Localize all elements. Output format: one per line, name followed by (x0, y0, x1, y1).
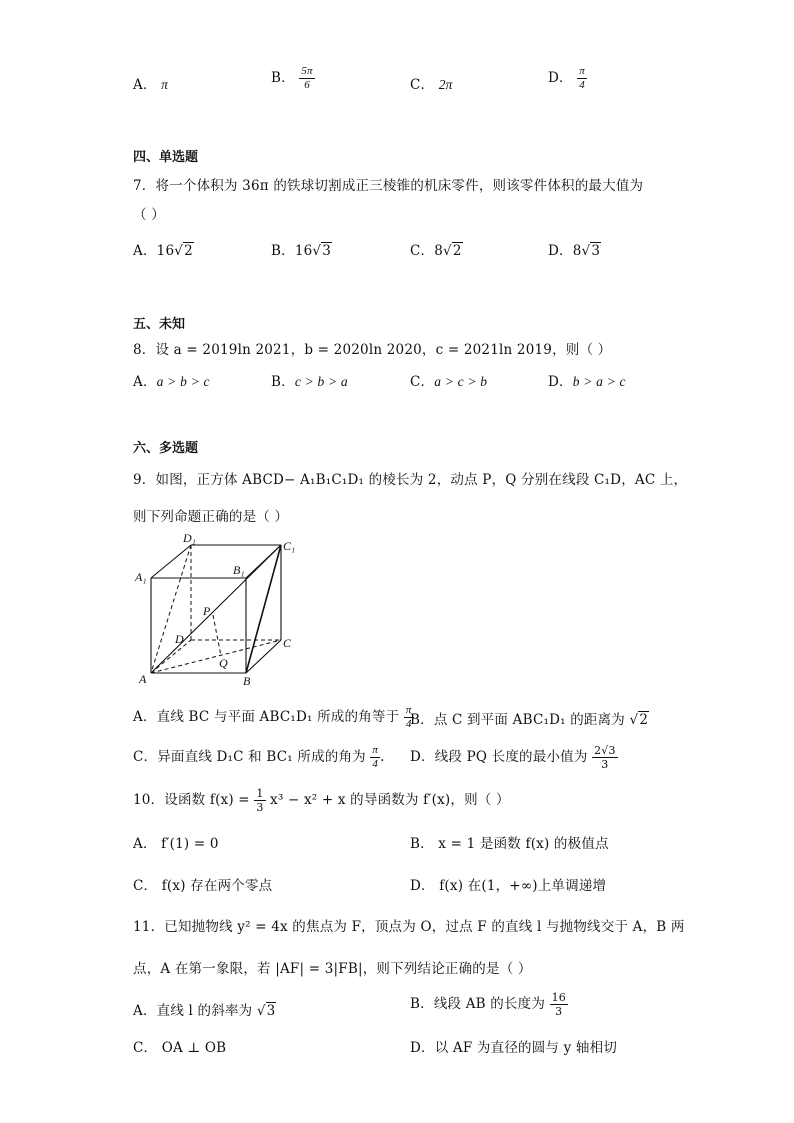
q6-b-label: B． (271, 70, 295, 86)
label-D1: D₁ (183, 531, 196, 545)
q9-d-text: D．线段 PQ 长度的最小值为 (410, 749, 588, 765)
q8-a-label: A． (133, 374, 157, 390)
q7-a-coef: 16 (156, 243, 175, 259)
q7-option-a: A．16√2 (133, 243, 193, 259)
q6-option-a (133, 73, 168, 93)
q6-d-label: D． (548, 70, 573, 86)
q9-d-den: 3 (601, 758, 609, 771)
q11-option-c: C． OA ⊥ OB (133, 1040, 227, 1056)
q7-stem-line2: （ ） (133, 207, 165, 223)
label-B1: B₁ (233, 563, 245, 577)
section-heading-unknown: 五、未知 (133, 317, 186, 332)
q9-a-num: π (405, 704, 412, 716)
q7-option-c: C．8√2 (410, 243, 462, 259)
q7-option-b: B．16√3 (271, 243, 332, 259)
q9-c-tail: . (380, 749, 385, 765)
q9-a-den: 4 (405, 718, 412, 730)
q9-stem-line1: 9．如图，正方体 ABCD− A₁B₁C₁D₁ 的棱长为 2，动点 P，Q 分别在线段 C₁D，AC 上， (133, 472, 688, 488)
q6-d-num: π (579, 65, 585, 77)
q9-option-c (133, 745, 385, 770)
q6-b-fraction (299, 66, 314, 91)
q9-c-fraction (370, 745, 380, 770)
q8-c-value: a > c > b (434, 374, 488, 389)
q7-d-label: D． (548, 243, 573, 259)
q8-b-label: B． (271, 374, 295, 390)
q9-b-text: B．点 C 到平面 ABC₁D₁ 的距离为 (410, 712, 630, 728)
q10-frac-num: 1 (256, 787, 264, 800)
q8-c-label: C． (410, 374, 435, 390)
label-D: D (175, 632, 184, 646)
q6-c-value: 2π (438, 77, 453, 92)
q8-option-a (133, 370, 210, 390)
label-C1: C₁ (283, 539, 296, 553)
q9-d-fraction (592, 745, 618, 770)
q6-a-value: π (161, 77, 169, 92)
q8-a-value: a > b > c (156, 374, 210, 389)
q11-option-d: D．以 AF 为直径的圆与 y 轴相切 (410, 1040, 618, 1056)
q11-b-num: 16 (551, 991, 566, 1004)
q6-d-den: 4 (579, 79, 585, 91)
q6-b-den: 6 (304, 79, 310, 91)
q10-option-a: A． f′(1) = 0 (133, 836, 219, 852)
q6-option-d (548, 66, 587, 91)
q11-b-den: 3 (555, 1005, 563, 1018)
q6-option-b (271, 66, 315, 91)
q7-a-label: A． (133, 243, 157, 259)
q7-b-label: B． (271, 243, 295, 259)
q9-c-text: C．异面直线 D₁C 和 BC₁ 所成的角为 (133, 749, 366, 765)
q8-option-d (548, 370, 626, 390)
q11-stem-line1: 11．已知抛物线 y² = 4x 的焦点为 F，顶点为 O，过点 F 的直线 l 与抛物线交于 A，B 两 (133, 919, 685, 935)
q7-d-radicand: 3 (591, 243, 601, 259)
q7-c-label: C． (410, 243, 435, 259)
q8-b-value: c > b > a (294, 374, 348, 389)
label-Q: Q (219, 656, 228, 670)
q9-stem-line2: 则下列命题正确的是（ ） (133, 509, 289, 525)
q6-d-fraction (577, 66, 587, 91)
q9-b-radicand: 2 (639, 712, 649, 728)
q9-option-d (410, 745, 618, 770)
q6-option-c (410, 73, 453, 93)
q10-option-d: D． f(x) 在(1，+∞)上单调递增 (410, 878, 607, 894)
label-P: P (203, 604, 211, 618)
q7-option-d: D．8√3 (548, 243, 601, 259)
q9-c-num: π (372, 744, 379, 756)
cube-figure (133, 530, 303, 690)
q10-option-c: C． f(x) 存在两个零点 (133, 878, 273, 894)
q11-a-text: A．直线 l 的斜率为 (133, 1003, 257, 1019)
q10-stem (133, 788, 510, 813)
q11-option-a: A．直线 l 的斜率为 √3 (133, 1003, 276, 1019)
label-A1: A₁ (135, 570, 147, 584)
q11-b-text: B．线段 AB 的长度为 (410, 996, 546, 1012)
q8-option-c (410, 370, 487, 390)
q7-b-coef: 16 (294, 243, 313, 259)
label-B: B (243, 674, 251, 688)
q10-stem-post: x³ − x² + x 的导函数为 f′(x)，则（ ） (270, 792, 510, 808)
label-A: A (139, 672, 147, 686)
q8-stem: 8．设 a = 2019ln 2021，b = 2020ln 2020，c = 2021ln 2019，则（ ） (133, 342, 612, 358)
q10-option-b: B． x = 1 是函数 f(x) 的极值点 (410, 836, 609, 852)
q11-option-b (410, 992, 568, 1017)
q7-d-coef: 8 (572, 243, 582, 259)
q10-frac-den: 3 (256, 801, 264, 814)
q11-b-fraction (550, 992, 568, 1017)
q7-a-radicand: 2 (184, 243, 193, 259)
q8-option-b (271, 370, 348, 390)
q10-stem-fraction (254, 788, 265, 813)
q9-d-num: 2√3 (594, 744, 616, 757)
q8-d-value: b > a > c (572, 374, 626, 389)
q6-a-label: A． (133, 77, 157, 93)
section-heading-single-choice: 四、单选题 (133, 150, 199, 165)
q9-option-a (133, 705, 414, 730)
q7-b-radicand: 3 (322, 243, 332, 259)
q9-option-b: B．点 C 到平面 ABC₁D₁ 的距离为 √2 (410, 712, 649, 728)
q10-stem-pre: 10．设函数 f(x) = (133, 792, 250, 808)
q7-c-coef: 8 (434, 243, 444, 259)
q6-b-num: 5π (301, 65, 313, 77)
section-heading-multiple-choice: 六、多选题 (133, 441, 199, 456)
label-C: C (283, 636, 292, 650)
q11-a-radicand: 3 (266, 1003, 276, 1019)
q6-c-label: C． (410, 77, 435, 93)
q9-a-text: A．直线 BC 与平面 ABC₁D₁ 所成的角等于 (133, 709, 400, 725)
q9-c-den: 4 (372, 758, 379, 770)
q11-stem-line2: 点，A 在第一象限，若 |AF| = 3|FB|，则下列结论正确的是（ ） (133, 961, 532, 977)
q8-d-label: D． (548, 374, 573, 390)
q7-c-radicand: 2 (452, 243, 462, 259)
q7-stem-line1: 7．将一个体积为 36π 的铁球切割成正三棱锥的机床零件，则该零件体积的最大值为 (133, 178, 644, 194)
